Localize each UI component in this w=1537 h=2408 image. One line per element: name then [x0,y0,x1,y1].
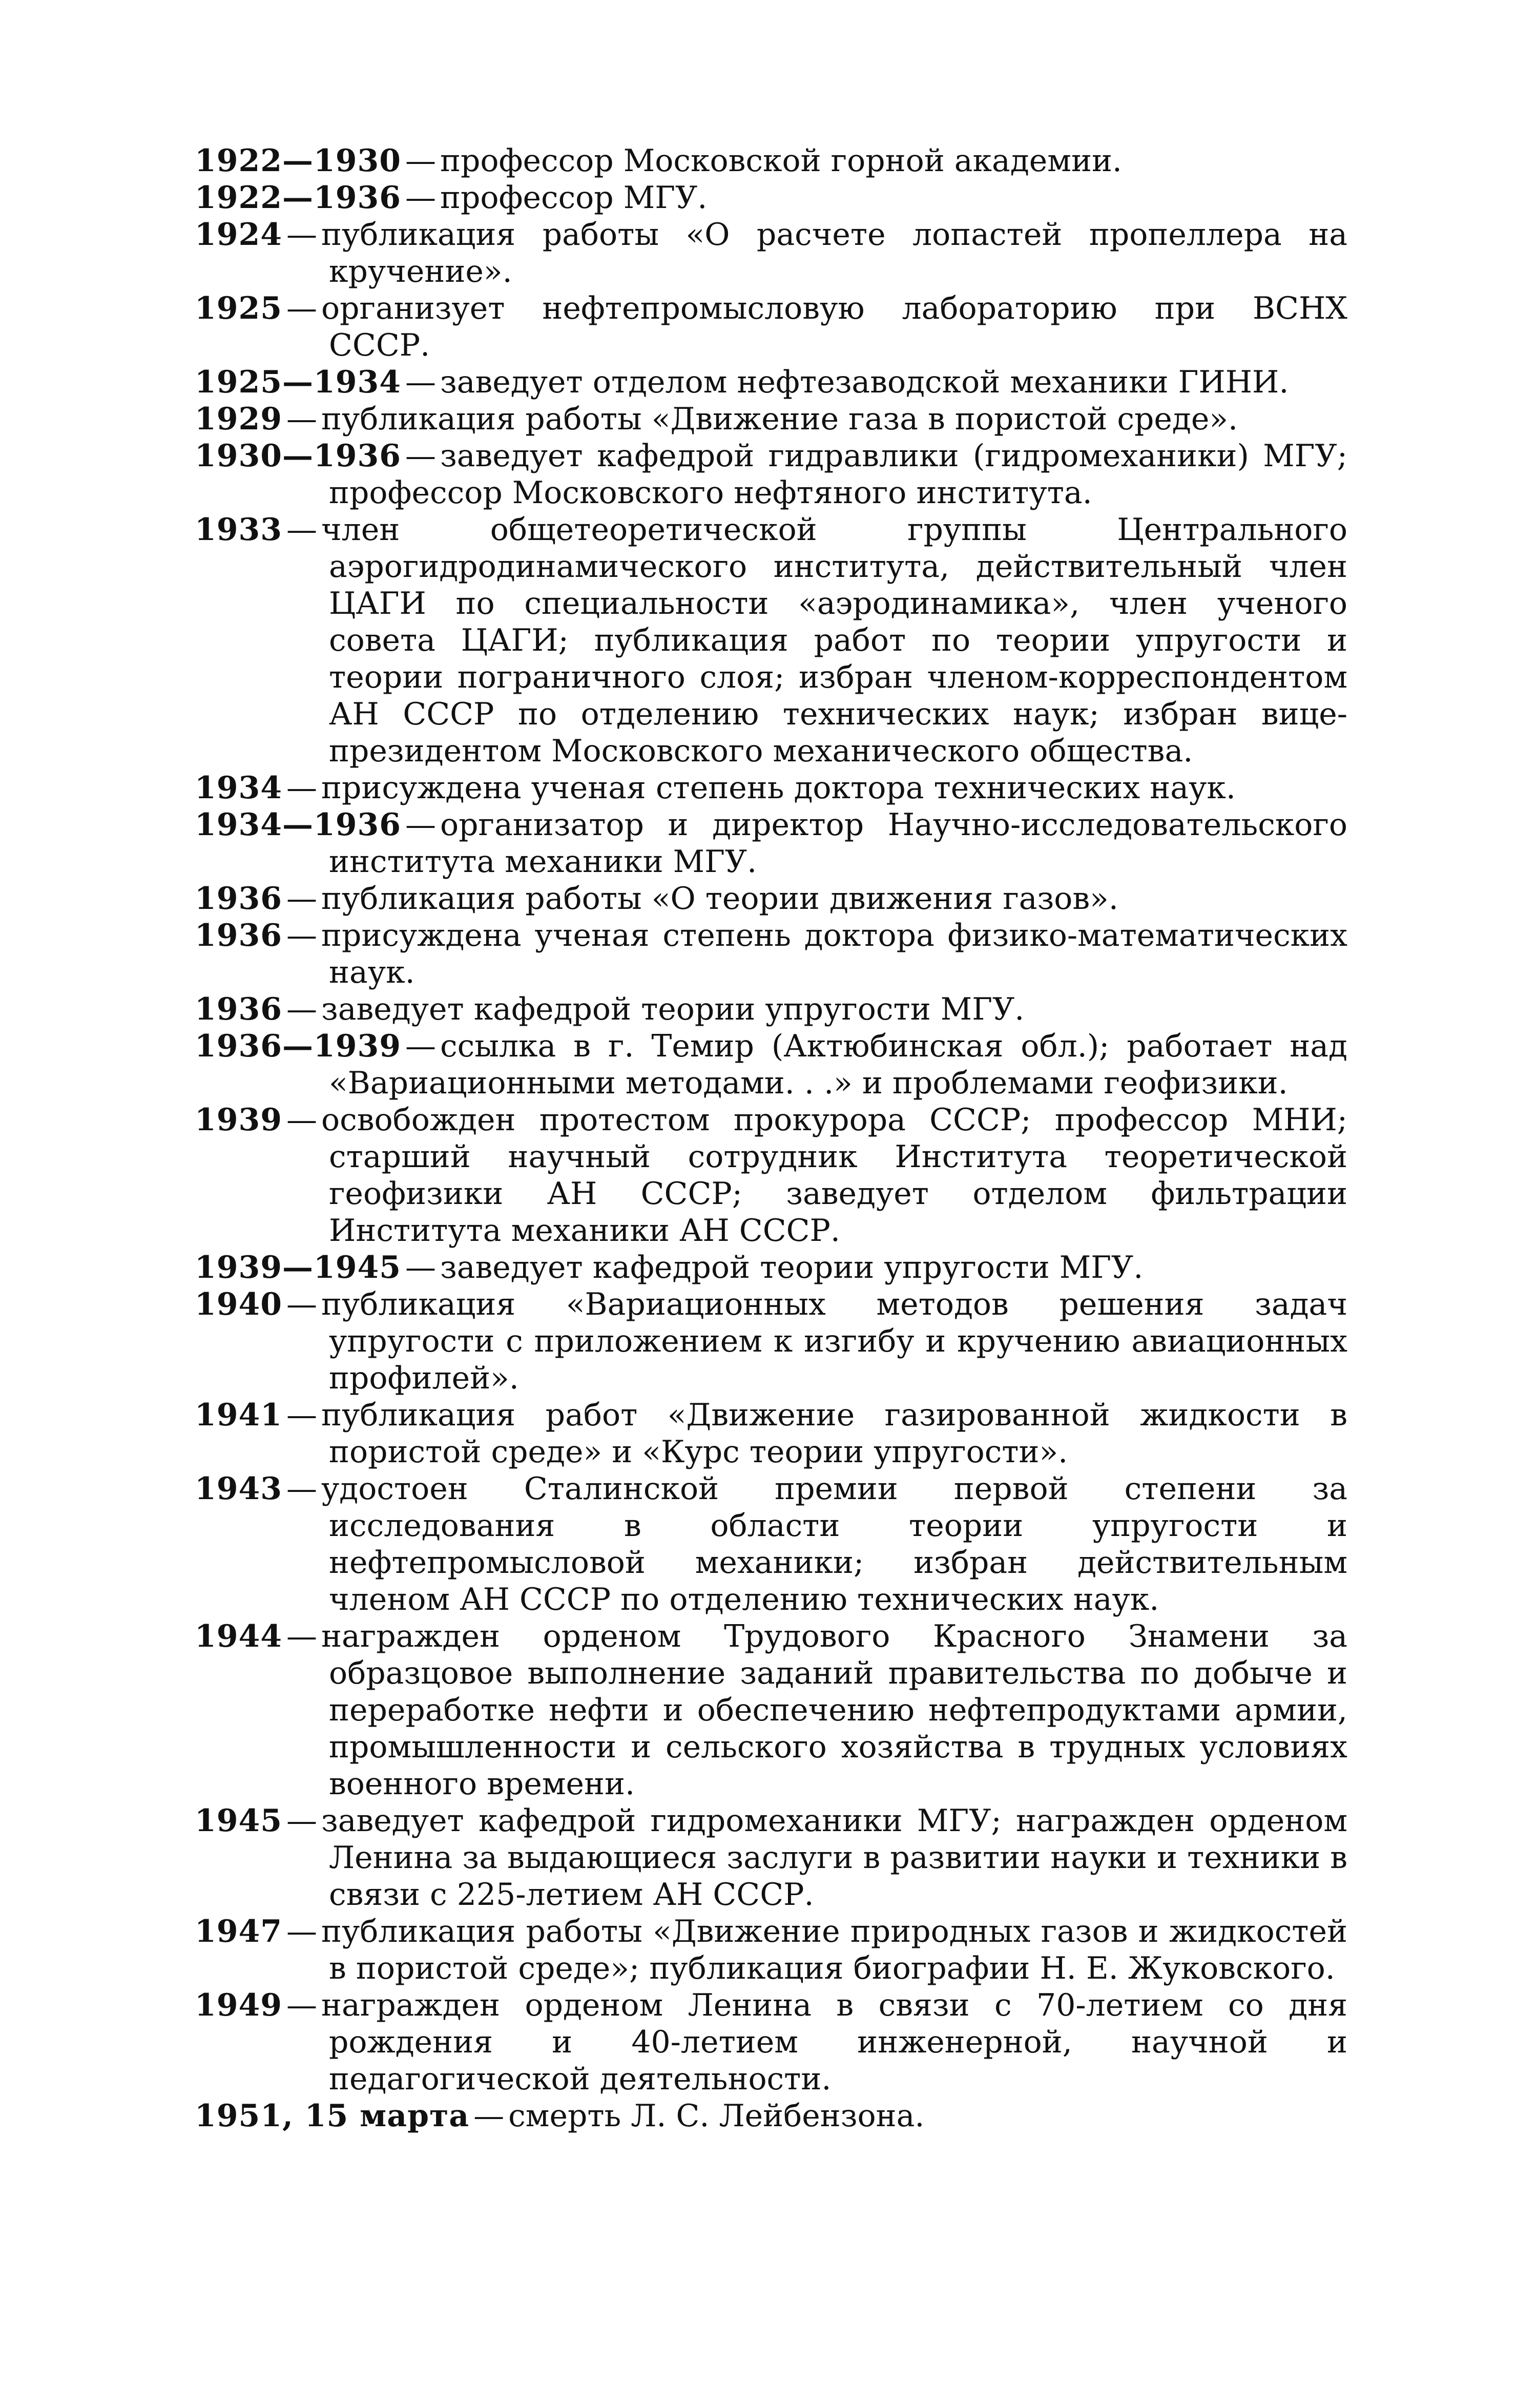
entry-text: присуждена ученая степень доктора технических наук. [321,770,1236,806]
chronology-entry [195,1987,1347,2098]
entry-dash: — [286,1618,317,1654]
chronology-entry [195,770,1347,806]
entry-date: 1939—1945 [195,1250,401,1285]
entry-date: 1930—1936 [195,438,401,474]
entry-date: 1936 [195,918,282,953]
entry-date: 1925—1934 [195,364,401,400]
entry-date: 1936 [195,881,282,917]
chronology-entry [195,2098,1347,2134]
chronology-entry [195,179,1347,216]
entry-dash: — [286,1286,317,1322]
chronology-entry [195,806,1347,880]
entry-dash: — [286,1102,317,1138]
entry-text: публикация работы «О теории движения газов». [321,881,1118,917]
entry-dash: — [286,1914,317,1949]
entry-text: смерть Л. С. Лейбензона. [508,2098,925,2134]
entry-dash: — [286,991,317,1027]
chronology-entry [195,1802,1347,1913]
chronology-entry [195,1249,1347,1286]
entry-text: заведует кафедрой теории упругости МГУ. [321,991,1025,1027]
chronology-entry [195,1397,1347,1470]
entry-dash: — [286,881,317,917]
entry-dash: — [405,438,436,474]
entry-date: 1934 [195,770,282,806]
entry-date: 1944 [195,1618,282,1654]
chronology-entry [195,1028,1347,1102]
entry-dash: — [286,1471,317,1507]
entry-date: 1934—1936 [195,807,401,843]
entry-text: заведует кафедрой гидравлики (гидромеханики) МГУ; профессор Московского нефтяного института. [329,438,1347,511]
entry-text: публикация работы «О расчете лопастей пропеллера на кручение». [321,217,1347,289]
entry-dash: — [405,1028,436,1064]
entry-text: организатор и директор Научно-исследовательского института механики МГУ. [329,807,1347,880]
entry-date: 1922—1936 [195,180,401,216]
entry-date: 1922—1930 [195,143,401,179]
entry-text: организует нефтепромысловую лабораторию при ВСНХ СССР. [321,290,1347,363]
entry-date: 1933 [195,512,282,548]
chronology-entry [195,438,1347,511]
chronology-entry [195,364,1347,401]
entry-date: 1949 [195,1987,282,2023]
entry-date: 1941 [195,1397,282,1433]
entry-text: заведует кафедрой теории упругости МГУ. [440,1250,1144,1285]
chronology-entry [195,401,1347,438]
chronology-entry [195,991,1347,1028]
entry-text: награжден орденом Ленина в связи с 70-летием со дня рождения и 40-летием инженерной, научной и педагогической деятельности. [321,1987,1347,2097]
entry-dash: — [405,180,436,216]
entry-text: заведует кафедрой гидромеханики МГУ; награжден орденом Ленина за выдающиеся заслуги в развитии науки и техники в связи с 225-летием АН СССР. [321,1803,1347,1913]
entry-text: профессор Московской горной академии. [440,143,1122,179]
chronology-entry [195,880,1347,917]
chronology-entry [195,1470,1347,1618]
entry-text: освобожден протестом прокурора СССР; профессор МНИ; старший научный сотрудник Института теоретической геофизики АН СССР; заведует отделом фильтрации Института механики АН СССР. [321,1102,1347,1249]
entry-date: 1929 [195,401,282,437]
entry-dash: — [286,1803,317,1839]
entry-text: публикация «Вариационных методов решения задач упругости с приложением к изгибу и кручению авиационных профилей». [321,1286,1347,1396]
entry-text: удостоен Сталинской премии первой степени за исследования в области теории упругости и нефтепромысловой механики; избран действительным членом АН СССР по отделению технических наук. [321,1471,1347,1617]
entry-dash: — [286,401,317,437]
chronology-entry [195,511,1347,770]
entry-text: публикация работ «Движение газированной жидкости в пористой среде» и «Курс теории упругости». [321,1397,1347,1470]
entry-dash: — [286,1397,317,1433]
chronology-entry [195,142,1347,179]
chronology-list [195,142,1347,2134]
chronology-entry [195,1102,1347,1249]
entry-date: 1924 [195,217,282,253]
entry-date: 1951, 15 марта [195,2098,470,2134]
entry-date: 1945 [195,1803,282,1839]
entry-date: 1940 [195,1286,282,1322]
entry-text: заведует отделом нефтезаводской механики ГИНИ. [440,364,1289,400]
chronology-entry [195,1286,1347,1397]
entry-dash: — [473,2098,505,2134]
entry-dash: — [286,918,317,953]
entry-dash: — [286,770,317,806]
chronology-page [195,142,1347,2134]
entry-date: 1943 [195,1471,282,1507]
entry-dash: — [286,1987,317,2023]
entry-dash: — [405,1250,436,1285]
entry-text: награжден орденом Трудового Красного Знамени за образцовое выполнение заданий правительства по добыче и переработке нефти и обеспечению нефтепродуктами армии, промышленности и сельского хозяйства в трудных условиях военного времени. [321,1618,1347,1802]
entry-text: профессор МГУ. [440,180,708,216]
entry-text: публикация работы «Движение природных газов и жидкостей в пористой среде»; публикация биографии Н. Е. Жуковского. [321,1914,1347,1986]
entry-date: 1936—1939 [195,1028,401,1064]
entry-text: публикация работы «Движение газа в пористой среде». [321,401,1238,437]
chronology-entry [195,917,1347,991]
chronology-entry [195,290,1347,364]
entry-dash: — [405,143,436,179]
entry-date: 1947 [195,1914,282,1949]
entry-text: член общетеоретической группы Центрального аэрогидродинамического института, действительный член ЦАГИ по специальности «аэродинамика», член ученого совета ЦАГИ; публикация работ по теории упругости и теории пограничного слоя; избран членом-корреспондентом АН СССР по отделению технических наук; избран вице-президентом Московского механического общества. [321,512,1347,769]
chronology-entry [195,1913,1347,1987]
chronology-entry [195,1618,1347,1802]
entry-dash: — [286,290,317,326]
entry-date: 1925 [195,290,282,326]
entry-dash: — [286,512,317,548]
entry-date: 1936 [195,991,282,1027]
entry-dash: — [286,217,317,253]
entry-dash: — [405,807,436,843]
entry-date: 1939 [195,1102,282,1138]
entry-text: ссылка в г. Темир (Актюбинская обл.); работает над «Вариационными методами. . .» и проблемами геофизики. [329,1028,1347,1101]
entry-dash: — [405,364,436,400]
entry-text: присуждена ученая степень доктора физико-математических наук. [321,918,1347,990]
chronology-entry [195,216,1347,290]
